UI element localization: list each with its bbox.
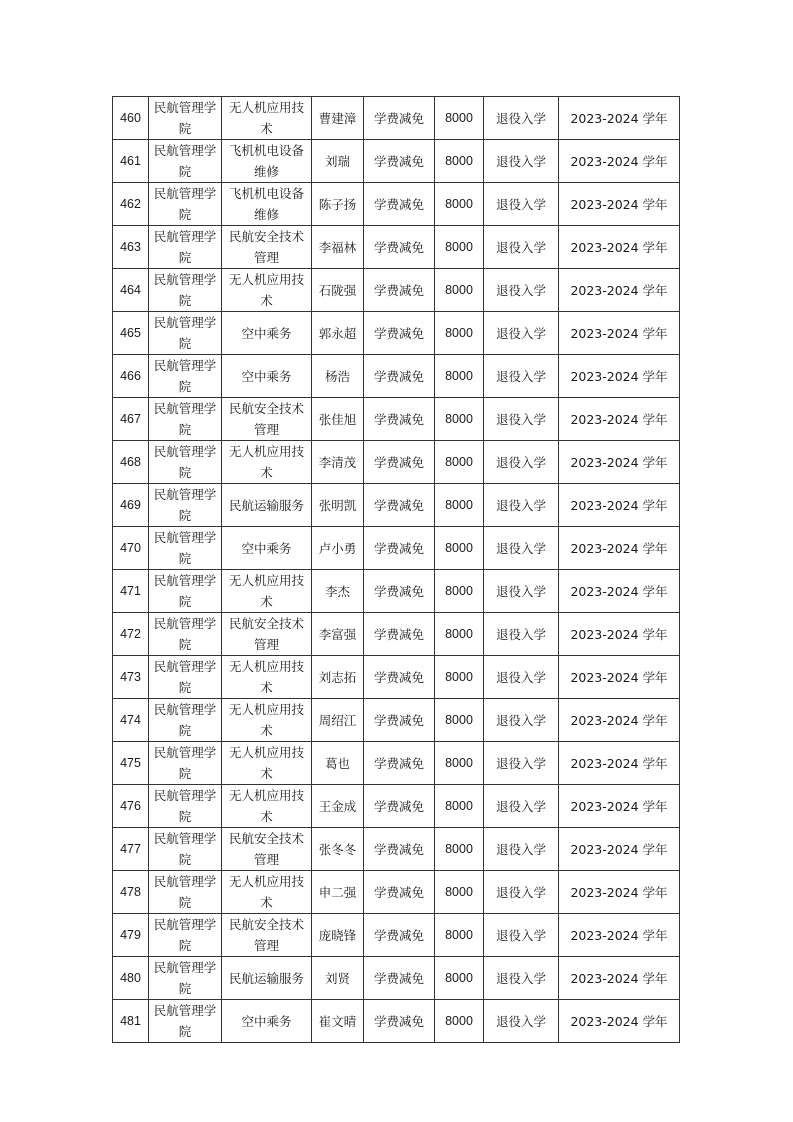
category-cell: 退役入学 [484,742,559,785]
student-name-cell: 陈子扬 [312,183,364,226]
major-cell: 无人机应用技术 [222,785,312,828]
academic-year-cell: 2023-2024 学年 [559,527,680,570]
academic-year-cell: 2023-2024 学年 [559,656,680,699]
college-cell: 民航管理学院 [149,269,222,312]
table-row [113,1000,680,1043]
major-cell: 无人机应用技术 [222,699,312,742]
aid-type-cell: 学费减免 [364,269,435,312]
aid-type-cell: 学费减免 [364,140,435,183]
row-number-cell: 464 [113,269,149,312]
amount-cell: 8000 [435,97,484,140]
table-row [113,226,680,269]
college-cell: 民航管理学院 [149,785,222,828]
college-cell: 民航管理学院 [149,699,222,742]
major-cell: 民航安全技术管理 [222,398,312,441]
college-cell: 民航管理学院 [149,570,222,613]
college-cell: 民航管理学院 [149,183,222,226]
table-row [113,441,680,484]
student-name-cell: 刘瑞 [312,140,364,183]
student-name-cell: 刘贤 [312,957,364,1000]
table-body [113,97,680,1043]
major-cell: 空中乘务 [222,355,312,398]
student-name-cell: 张冬冬 [312,828,364,871]
row-number-cell: 475 [113,742,149,785]
category-cell: 退役入学 [484,398,559,441]
student-name-cell: 周绍江 [312,699,364,742]
major-cell: 空中乘务 [222,312,312,355]
table-row [113,785,680,828]
academic-year-cell: 2023-2024 学年 [559,441,680,484]
college-cell: 民航管理学院 [149,398,222,441]
amount-cell: 8000 [435,398,484,441]
amount-cell: 8000 [435,441,484,484]
aid-type-cell: 学费减免 [364,570,435,613]
student-name-cell: 李清茂 [312,441,364,484]
amount-cell: 8000 [435,871,484,914]
major-cell: 民航安全技术管理 [222,226,312,269]
college-cell: 民航管理学院 [149,914,222,957]
amount-cell: 8000 [435,699,484,742]
table-row [113,570,680,613]
table-row [113,871,680,914]
amount-cell: 8000 [435,484,484,527]
table-row [113,183,680,226]
row-number-cell: 472 [113,613,149,656]
category-cell: 退役入学 [484,183,559,226]
category-cell: 退役入学 [484,957,559,1000]
aid-type-cell: 学费减免 [364,699,435,742]
row-number-cell: 479 [113,914,149,957]
major-cell: 民航安全技术管理 [222,828,312,871]
college-cell: 民航管理学院 [149,312,222,355]
college-cell: 民航管理学院 [149,742,222,785]
category-cell: 退役入学 [484,785,559,828]
aid-type-cell: 学费减免 [364,527,435,570]
academic-year-cell: 2023-2024 学年 [559,398,680,441]
college-cell: 民航管理学院 [149,656,222,699]
amount-cell: 8000 [435,828,484,871]
row-number-cell: 480 [113,957,149,1000]
row-number-cell: 476 [113,785,149,828]
student-name-cell: 张佳旭 [312,398,364,441]
row-number-cell: 477 [113,828,149,871]
college-cell: 民航管理学院 [149,97,222,140]
row-number-cell: 478 [113,871,149,914]
major-cell: 民航运输服务 [222,484,312,527]
table-row [113,957,680,1000]
row-number-cell: 466 [113,355,149,398]
amount-cell: 8000 [435,613,484,656]
major-cell: 无人机应用技术 [222,269,312,312]
aid-type-cell: 学费减免 [364,484,435,527]
aid-type-cell: 学费减免 [364,355,435,398]
student-name-cell: 王金成 [312,785,364,828]
student-name-cell: 杨浩 [312,355,364,398]
aid-type-cell: 学费减免 [364,957,435,1000]
major-cell: 无人机应用技术 [222,570,312,613]
student-name-cell: 申二强 [312,871,364,914]
academic-year-cell: 2023-2024 学年 [559,269,680,312]
category-cell: 退役入学 [484,828,559,871]
aid-type-cell: 学费减免 [364,785,435,828]
major-cell: 无人机应用技术 [222,742,312,785]
academic-year-cell: 2023-2024 学年 [559,355,680,398]
major-cell: 无人机应用技术 [222,871,312,914]
academic-year-cell: 2023-2024 学年 [559,957,680,1000]
student-name-cell: 卢小勇 [312,527,364,570]
table-row [113,269,680,312]
row-number-cell: 461 [113,140,149,183]
category-cell: 退役入学 [484,871,559,914]
academic-year-cell: 2023-2024 学年 [559,97,680,140]
student-name-cell: 崔文晴 [312,1000,364,1043]
student-name-cell: 李杰 [312,570,364,613]
college-cell: 民航管理学院 [149,226,222,269]
amount-cell: 8000 [435,742,484,785]
amount-cell: 8000 [435,269,484,312]
academic-year-cell: 2023-2024 学年 [559,914,680,957]
major-cell: 无人机应用技术 [222,656,312,699]
amount-cell: 8000 [435,1000,484,1043]
major-cell: 飞机机电设备维修 [222,183,312,226]
major-cell: 无人机应用技术 [222,441,312,484]
aid-type-cell: 学费减免 [364,441,435,484]
academic-year-cell: 2023-2024 学年 [559,785,680,828]
academic-year-cell: 2023-2024 学年 [559,312,680,355]
college-cell: 民航管理学院 [149,871,222,914]
row-number-cell: 473 [113,656,149,699]
academic-year-cell: 2023-2024 学年 [559,828,680,871]
college-cell: 民航管理学院 [149,355,222,398]
academic-year-cell: 2023-2024 学年 [559,742,680,785]
aid-type-cell: 学费减免 [364,871,435,914]
category-cell: 退役入学 [484,914,559,957]
major-cell: 民航安全技术管理 [222,613,312,656]
category-cell: 退役入学 [484,97,559,140]
college-cell: 民航管理学院 [149,613,222,656]
aid-type-cell: 学费减免 [364,183,435,226]
category-cell: 退役入学 [484,484,559,527]
college-cell: 民航管理学院 [149,441,222,484]
row-number-cell: 460 [113,97,149,140]
college-cell: 民航管理学院 [149,140,222,183]
major-cell: 民航安全技术管理 [222,914,312,957]
tuition-waiver-table [112,96,680,1043]
table-row [113,355,680,398]
student-name-cell: 刘志拓 [312,656,364,699]
amount-cell: 8000 [435,957,484,1000]
major-cell: 民航运输服务 [222,957,312,1000]
aid-type-cell: 学费减免 [364,312,435,355]
table-row [113,828,680,871]
academic-year-cell: 2023-2024 学年 [559,226,680,269]
amount-cell: 8000 [435,656,484,699]
student-name-cell: 石陇强 [312,269,364,312]
amount-cell: 8000 [435,785,484,828]
amount-cell: 8000 [435,914,484,957]
student-name-cell: 曹建漳 [312,97,364,140]
academic-year-cell: 2023-2024 学年 [559,871,680,914]
student-name-cell: 李福林 [312,226,364,269]
student-name-cell: 葛也 [312,742,364,785]
aid-type-cell: 学费减免 [364,828,435,871]
table-row [113,699,680,742]
row-number-cell: 470 [113,527,149,570]
category-cell: 退役入学 [484,226,559,269]
academic-year-cell: 2023-2024 学年 [559,183,680,226]
amount-cell: 8000 [435,355,484,398]
table-row [113,312,680,355]
row-number-cell: 468 [113,441,149,484]
academic-year-cell: 2023-2024 学年 [559,484,680,527]
amount-cell: 8000 [435,570,484,613]
aid-type-cell: 学费减免 [364,656,435,699]
category-cell: 退役入学 [484,312,559,355]
major-cell: 空中乘务 [222,527,312,570]
row-number-cell: 471 [113,570,149,613]
table-row [113,742,680,785]
student-name-cell: 庞晓锋 [312,914,364,957]
table-row [113,398,680,441]
academic-year-cell: 2023-2024 学年 [559,613,680,656]
category-cell: 退役入学 [484,140,559,183]
academic-year-cell: 2023-2024 学年 [559,699,680,742]
row-number-cell: 474 [113,699,149,742]
college-cell: 民航管理学院 [149,828,222,871]
row-number-cell: 481 [113,1000,149,1043]
aid-type-cell: 学费减免 [364,1000,435,1043]
academic-year-cell: 2023-2024 学年 [559,570,680,613]
table-row [113,97,680,140]
aid-type-cell: 学费减免 [364,914,435,957]
table-row [113,484,680,527]
aid-type-cell: 学费减免 [364,226,435,269]
row-number-cell: 467 [113,398,149,441]
category-cell: 退役入学 [484,613,559,656]
student-name-cell: 张明凯 [312,484,364,527]
row-number-cell: 462 [113,183,149,226]
student-name-cell: 李富强 [312,613,364,656]
table-row [113,527,680,570]
category-cell: 退役入学 [484,570,559,613]
academic-year-cell: 2023-2024 学年 [559,1000,680,1043]
amount-cell: 8000 [435,312,484,355]
row-number-cell: 465 [113,312,149,355]
table-row [113,140,680,183]
aid-type-cell: 学费减免 [364,97,435,140]
academic-year-cell: 2023-2024 学年 [559,140,680,183]
category-cell: 退役入学 [484,355,559,398]
category-cell: 退役入学 [484,269,559,312]
major-cell: 飞机机电设备维修 [222,140,312,183]
aid-type-cell: 学费减免 [364,613,435,656]
category-cell: 退役入学 [484,656,559,699]
category-cell: 退役入学 [484,1000,559,1043]
row-number-cell: 469 [113,484,149,527]
category-cell: 退役入学 [484,527,559,570]
table-row [113,914,680,957]
major-cell: 无人机应用技术 [222,97,312,140]
category-cell: 退役入学 [484,441,559,484]
table-row [113,613,680,656]
amount-cell: 8000 [435,183,484,226]
aid-type-cell: 学费减免 [364,742,435,785]
college-cell: 民航管理学院 [149,484,222,527]
row-number-cell: 463 [113,226,149,269]
table-row [113,656,680,699]
amount-cell: 8000 [435,140,484,183]
major-cell: 空中乘务 [222,1000,312,1043]
college-cell: 民航管理学院 [149,957,222,1000]
aid-type-cell: 学费减免 [364,398,435,441]
category-cell: 退役入学 [484,699,559,742]
amount-cell: 8000 [435,226,484,269]
college-cell: 民航管理学院 [149,527,222,570]
college-cell: 民航管理学院 [149,1000,222,1043]
student-name-cell: 郭永超 [312,312,364,355]
amount-cell: 8000 [435,527,484,570]
